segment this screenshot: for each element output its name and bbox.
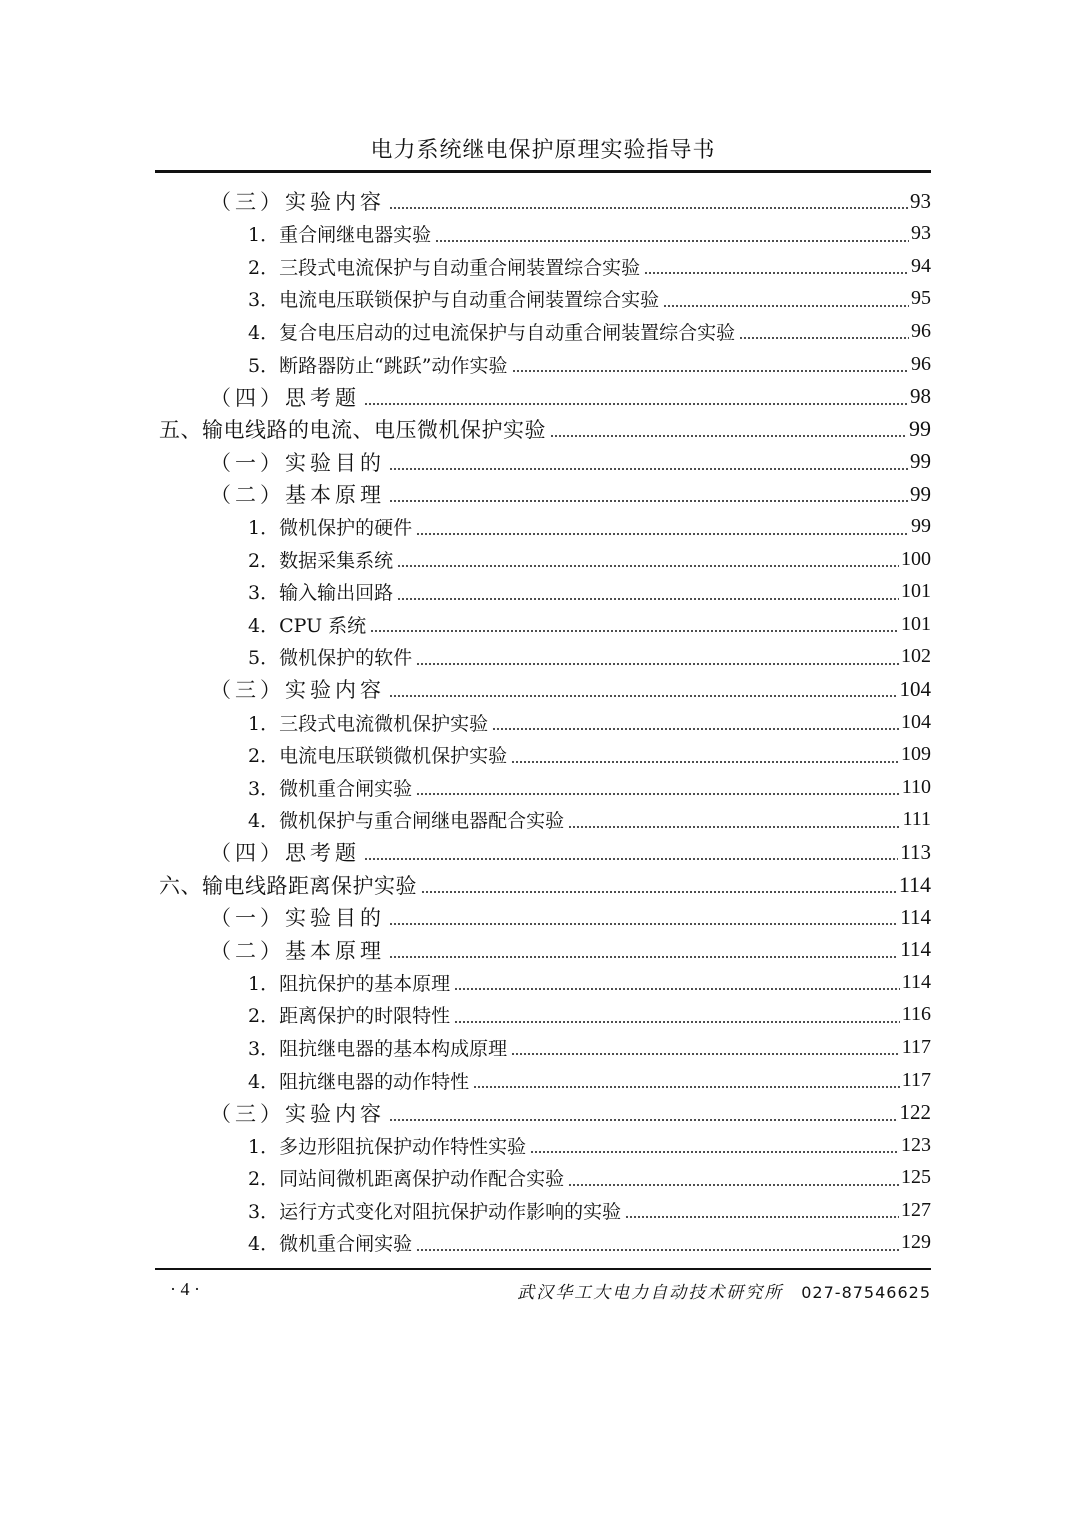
toc-dot-leader [389, 923, 898, 925]
toc-dot-leader [370, 630, 899, 632]
toc-dot-leader [492, 728, 899, 730]
toc-entry-page-number: 111 [902, 808, 931, 831]
toc-entry[interactable] [155, 413, 931, 446]
toc-entry-label: （三）实验内容 [210, 678, 385, 703]
toc-entry-page-number: 99 [909, 416, 931, 442]
footer-phone: 027-87546625 [801, 1283, 931, 1302]
toc-entry-page-number: 110 [901, 775, 931, 798]
toc-entry[interactable] [155, 868, 931, 901]
toc-dot-leader [511, 1053, 900, 1055]
toc-entry-label: 5．微机保护的软件 [248, 647, 413, 670]
toc-entry[interactable] [155, 510, 931, 543]
toc-entry[interactable] [155, 901, 931, 934]
toc-dot-leader [512, 370, 909, 372]
toc-entry[interactable] [155, 315, 931, 348]
toc-dot-leader [568, 826, 900, 828]
toc-entry-page-number: 113 [900, 839, 931, 864]
toc-dot-leader [397, 598, 899, 600]
toc-entry-label: 3．运行方式变化对阻抗保护动作影响的实验 [248, 1200, 622, 1223]
toc-entry-label: 3．阻抗继电器的基本构成原理 [248, 1037, 508, 1060]
toc-dot-leader [663, 305, 909, 307]
header-rule [155, 170, 931, 173]
toc-dot-leader [364, 858, 898, 860]
toc-dot-leader [435, 240, 909, 242]
toc-dot-leader [416, 533, 909, 535]
toc-entry[interactable] [155, 283, 931, 316]
toc-entry-label: 4．阻抗继电器的动作特性 [248, 1070, 470, 1093]
toc-entry-page-number: 102 [901, 645, 931, 668]
footer-organization: 武汉华工大电力自动技术研究所 [517, 1283, 784, 1303]
toc-entry[interactable] [155, 673, 931, 706]
toc-entry[interactable] [155, 1194, 931, 1227]
toc-entry[interactable] [155, 1096, 931, 1129]
toc-entry-page-number: 101 [901, 580, 931, 603]
toc-entry-page-number: 99 [910, 449, 931, 474]
footer-page-number: · 4 · [170, 1279, 200, 1299]
toc-dot-leader [739, 337, 909, 339]
toc-entry-label: 五、输电线路的电流、电压微机保护实验 [159, 418, 546, 443]
toc-entry[interactable] [155, 608, 931, 641]
toc-entry-label: （一）实验目的 [210, 906, 385, 931]
toc-dot-leader [625, 1216, 899, 1218]
toc-entry[interactable] [155, 576, 931, 609]
toc-entry[interactable] [155, 478, 931, 511]
footer-rule [155, 1268, 931, 1270]
toc-entry-label: 1．多边形阻抗保护动作特性实验 [248, 1135, 527, 1158]
toc-entry-page-number: 93 [911, 222, 931, 245]
toc-entry-label: （二）基本原理 [210, 483, 385, 508]
toc-dot-leader [389, 207, 908, 209]
toc-entry-label: （二）基本原理 [210, 938, 385, 963]
toc-dot-leader [550, 435, 907, 437]
toc-entry-label: 4．复合电压启动的过电流保护与自动重合闸装置综合实验 [248, 321, 736, 344]
toc-dot-leader [454, 988, 900, 990]
toc-entry-label: 3．微机重合闸实验 [248, 777, 413, 800]
toc-dot-leader [397, 565, 899, 567]
toc-entry[interactable] [155, 1129, 931, 1162]
toc-entry-label: 2．电流电压联锁微机保护实验 [248, 745, 508, 768]
running-header-title: 电力系统继电保护原理实验指导书 [370, 138, 716, 163]
toc-entry[interactable] [155, 185, 931, 218]
toc-entry[interactable] [155, 250, 931, 283]
toc-entry-label: 1．阻抗保护的基本原理 [248, 972, 451, 995]
toc-entry-label: （一）实验目的 [210, 450, 385, 475]
toc-entry-page-number: 123 [901, 1133, 931, 1156]
toc-entry-page-number: 98 [910, 384, 931, 409]
toc-entry-page-number: 93 [910, 188, 931, 213]
toc-entry-label: 4．微机重合闸实验 [248, 1233, 413, 1256]
toc-entry-label: 1．微机保护的硬件 [248, 517, 413, 540]
toc-entry-page-number: 129 [901, 1231, 931, 1254]
toc-entry[interactable] [155, 738, 931, 771]
toc-entry-label: （三）实验内容 [210, 190, 385, 215]
toc-entry-page-number: 109 [901, 743, 931, 766]
toc-entry[interactable] [155, 999, 931, 1032]
toc-entry-page-number: 99 [911, 515, 931, 538]
toc-dot-leader [568, 1184, 899, 1186]
toc-entry-page-number: 99 [910, 481, 931, 506]
toc-dot-leader [511, 761, 899, 763]
toc-entry-page-number: 117 [901, 1035, 931, 1058]
toc-entry[interactable] [155, 934, 931, 967]
toc-dot-leader [416, 793, 900, 795]
toc-entry-label: 六、输电线路距离保护实验 [159, 873, 417, 898]
toc-entry-label: 2．距离保护的时限特性 [248, 1005, 451, 1028]
toc-entry-page-number: 125 [901, 1166, 931, 1189]
toc-entry-page-number: 94 [911, 254, 931, 277]
toc-entry[interactable] [155, 803, 931, 836]
toc-entry-label: 2．同站间微机距离保护动作配合实验 [248, 1168, 565, 1191]
toc-entry-label: 3．输入输出回路 [248, 582, 394, 605]
toc-entry-label: （三）实验内容 [210, 1101, 385, 1126]
toc-entry[interactable] [155, 218, 931, 251]
toc-entry-label: 4．CPU 系统 [248, 614, 367, 637]
toc-entry-page-number: 95 [911, 287, 931, 310]
toc-entry[interactable] [155, 836, 931, 869]
toc-dot-leader [389, 956, 898, 958]
toc-dot-leader [389, 695, 898, 697]
toc-entry-page-number: 96 [911, 352, 931, 375]
toc-entry-label: （四）思考题 [210, 841, 360, 866]
toc-entry-page-number: 101 [901, 612, 931, 635]
toc-dot-leader [421, 891, 897, 893]
toc-entry[interactable] [155, 380, 931, 413]
toc-entry-label: 5．断路器防止“跳跃”动作实验 [248, 354, 508, 377]
toc-entry[interactable] [155, 1031, 931, 1064]
toc-dot-leader [389, 468, 908, 470]
toc-dot-leader [473, 1086, 900, 1088]
toc-entry[interactable] [155, 1161, 931, 1194]
toc-entry[interactable] [155, 543, 931, 576]
toc-dot-leader [389, 1119, 898, 1121]
toc-dot-leader [530, 1151, 899, 1153]
toc-entry-page-number: 104 [899, 676, 931, 701]
toc-entry-label: （四）思考题 [210, 385, 360, 410]
toc-entry-label: 2．三段式电流保护与自动重合闸装置综合实验 [248, 256, 641, 279]
toc-entry-label: 1．三段式电流微机保护实验 [248, 712, 489, 735]
toc-entry[interactable] [155, 771, 931, 804]
toc-entry[interactable] [155, 348, 931, 381]
toc-entry-label: 2．数据采集系统 [248, 549, 394, 572]
toc-entry-page-number: 96 [911, 319, 931, 342]
toc-dot-leader [644, 272, 909, 274]
toc-entry-page-number: 116 [901, 1003, 931, 1026]
toc-entry-page-number: 114 [901, 970, 931, 993]
toc-entry-page-number: 117 [901, 1068, 931, 1091]
toc-dot-leader [364, 403, 908, 405]
toc-entry-label: 4．微机保护与重合闸继电器配合实验 [248, 810, 565, 833]
footer-organization-line [517, 1278, 931, 1303]
toc-entry[interactable] [155, 1064, 931, 1097]
toc-entry-page-number: 127 [901, 1198, 931, 1221]
toc-entry[interactable] [155, 1227, 931, 1260]
toc-dot-leader [416, 663, 899, 665]
table-of-contents [155, 185, 931, 1259]
toc-entry-page-number: 100 [901, 547, 931, 570]
toc-entry-page-number: 114 [900, 904, 931, 929]
toc-entry-label: 1．重合闸继电器实验 [248, 224, 432, 247]
toc-entry-page-number: 114 [900, 937, 931, 962]
toc-entry-page-number: 114 [898, 871, 931, 897]
toc-entry[interactable] [155, 445, 931, 478]
toc-dot-leader [416, 1249, 899, 1251]
toc-dot-leader [454, 1021, 900, 1023]
toc-entry[interactable] [155, 706, 931, 739]
toc-entry[interactable] [155, 966, 931, 999]
toc-entry[interactable] [155, 641, 931, 674]
toc-entry-page-number: 104 [901, 710, 931, 733]
toc-dot-leader [389, 500, 908, 502]
toc-entry-page-number: 122 [899, 1100, 931, 1125]
toc-entry-label: 3．电流电压联锁保护与自动重合闸装置综合实验 [248, 289, 660, 312]
